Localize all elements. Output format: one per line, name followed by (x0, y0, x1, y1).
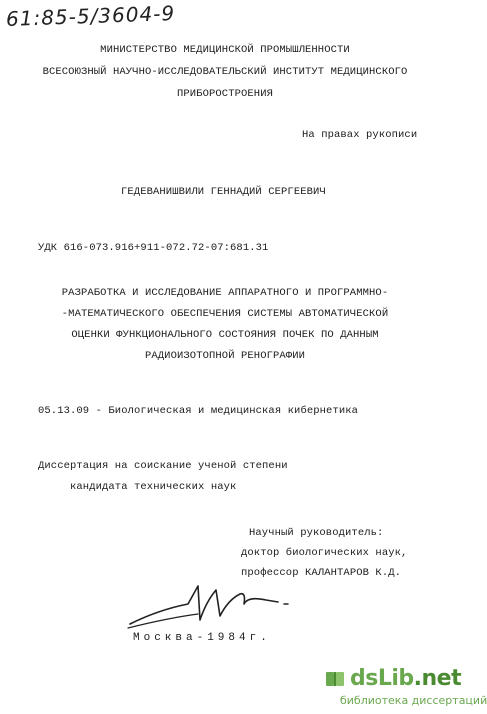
city-year: Москва-1984г. (133, 632, 271, 644)
title-line-3: ОЦЕНКИ ФУНКЦИОНАЛЬНОГО СОСТОЯНИЯ ПОЧЕК ПО ДАННЫМ (71, 329, 379, 341)
institute-line-2: ПРИБОРОСТРОЕНИЯ (176, 88, 273, 100)
supervisor-degree: доктор биологических наук, (241, 547, 408, 559)
ministry-line: МИНИСТЕРСТВО МЕДИЦИНСКОЙ ПРОМЫШЛЕННОСТИ (100, 44, 350, 56)
handwritten-archive-number: 61:85-5/3604-9 (5, 1, 176, 31)
book-icon (324, 668, 346, 690)
watermark-subtitle: библиотека диссертаций (340, 694, 487, 707)
degree-line-1: Диссертация на соискание ученой степени (38, 460, 288, 472)
author-name: ГЕДЕВАНИШВИЛИ ГЕННАДИЙ СЕРГЕЕВИЧ (121, 186, 326, 198)
udc-code: УДК 616-073.916+911-072.72-07:681.31 (38, 242, 269, 254)
dslib-watermark (340, 666, 487, 707)
title-line-1: РАЗРАБОТКА И ИССЛЕДОВАНИЕ АППАРАТНОГО И ПРОГРАММНО- (61, 287, 389, 299)
title-line-4: РАДИОИЗОТОПНОЙ РЕНОГРАФИИ (144, 350, 306, 362)
supervisor-title: Научный руководитель: (249, 527, 384, 539)
institute-line: ВСЕСОЮЗНЫЙ НАУЧНО-ИССЛЕДОВАТЕЛЬСКИЙ ИНСТИТУТ МЕДИЦИНСКОГО (42, 66, 408, 78)
specialty-line: 05.13.09 - Биологическая и медицинская кибернетика (38, 405, 359, 417)
signature-image (128, 580, 308, 630)
watermark-logo-main: dsLib (350, 666, 414, 691)
watermark-logo-tld: .net (413, 666, 462, 691)
supervisor-name: профессор КАЛАНТАРОВ К.Д. (241, 567, 402, 579)
title-line-2: -МАТЕМАТИЧЕСКОГО ОБЕСПЕЧЕНИЯ СИСТЕМЫ АВТОМАТИЧЕСКОЙ (61, 308, 389, 320)
watermark-logo (350, 666, 461, 691)
rights-note: На правах рукописи (302, 129, 418, 141)
degree-line-2: кандидата технических наук (70, 481, 237, 493)
